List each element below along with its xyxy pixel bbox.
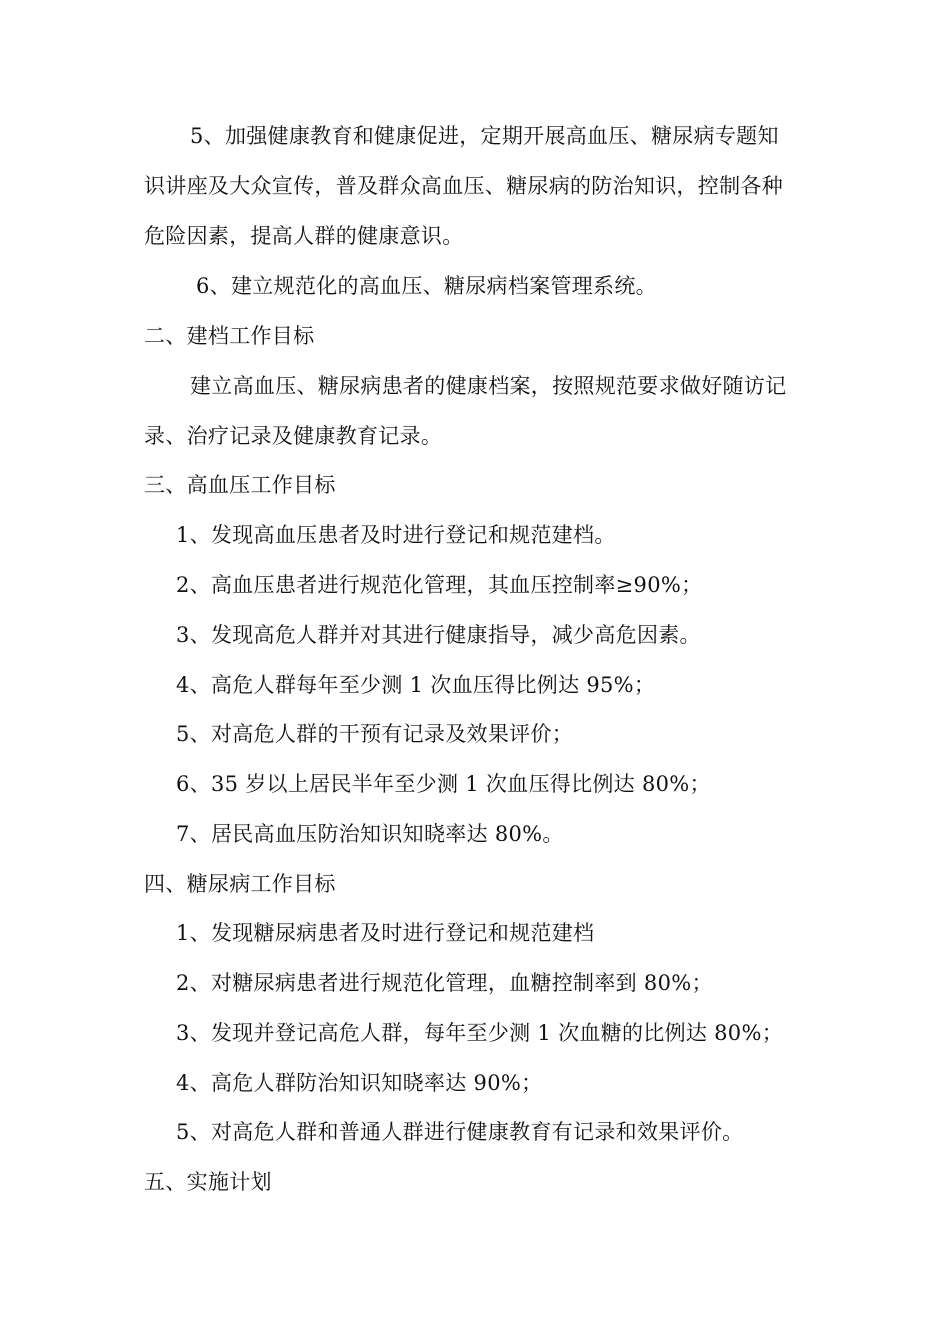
section3-item: 4、高危人群每年至少测 1 次血压得比例达 95%； [176,673,656,697]
section3-item: 5、对高危人群的干预有记录及效果评价； [176,722,574,746]
section3-item: 2、高血压患者进行规范化管理，其血压控制率≥90%； [176,573,703,597]
section3-heading: 三、高血压工作目标 [144,473,336,497]
section4-item: 4、高危人群防治知识知晓率达 90%； [176,1071,543,1095]
intro-item5-line1: 5、加强健康教育和健康促进，定期开展高血压、糖尿病专题知 [190,124,779,148]
section2-para-line2: 录、治疗记录及健康教育记录。 [144,424,443,448]
section5-heading: 五、实施计划 [144,1170,272,1194]
intro-item6: 6、建立规范化的高血压、糖尿病档案管理系统。 [196,274,657,298]
intro-item5-line2: 识讲座及大众宣传，普及群众高血压、糖尿病的防治知识，控制各种 [144,174,783,198]
section3-item: 3、发现高危人群并对其进行健康指导，减少高危因素。 [176,623,701,647]
section4-item: 1、发现糖尿病患者及时进行登记和规范建档 [176,921,595,945]
section3-item: 6、35 岁以上居民半年至少测 1 次血压得比例达 80%； [176,772,711,796]
section4-item: 2、对糖尿病患者进行规范化管理，血糖控制率到 80%； [176,971,713,995]
section2-para-line1: 建立高血压、糖尿病患者的健康档案，按照规范要求做好随访记 [190,374,787,398]
section2-heading: 二、建档工作目标 [144,324,315,348]
section4-item: 5、对高危人群和普通人群进行健康教育有记录和效果评价。 [176,1120,744,1144]
intro-item5-line3: 危险因素，提高人群的健康意识。 [144,224,464,248]
section3-item: 1、发现高血压患者及时进行登记和规范建档。 [176,523,616,547]
section4-item: 3、发现并登记高危人群，每年至少测 1 次血糖的比例达 80%； [176,1021,784,1045]
section4-heading: 四、糖尿病工作目标 [144,872,336,896]
section3-item: 7、居民高血压防治知识知晓率达 80%。 [176,822,564,846]
